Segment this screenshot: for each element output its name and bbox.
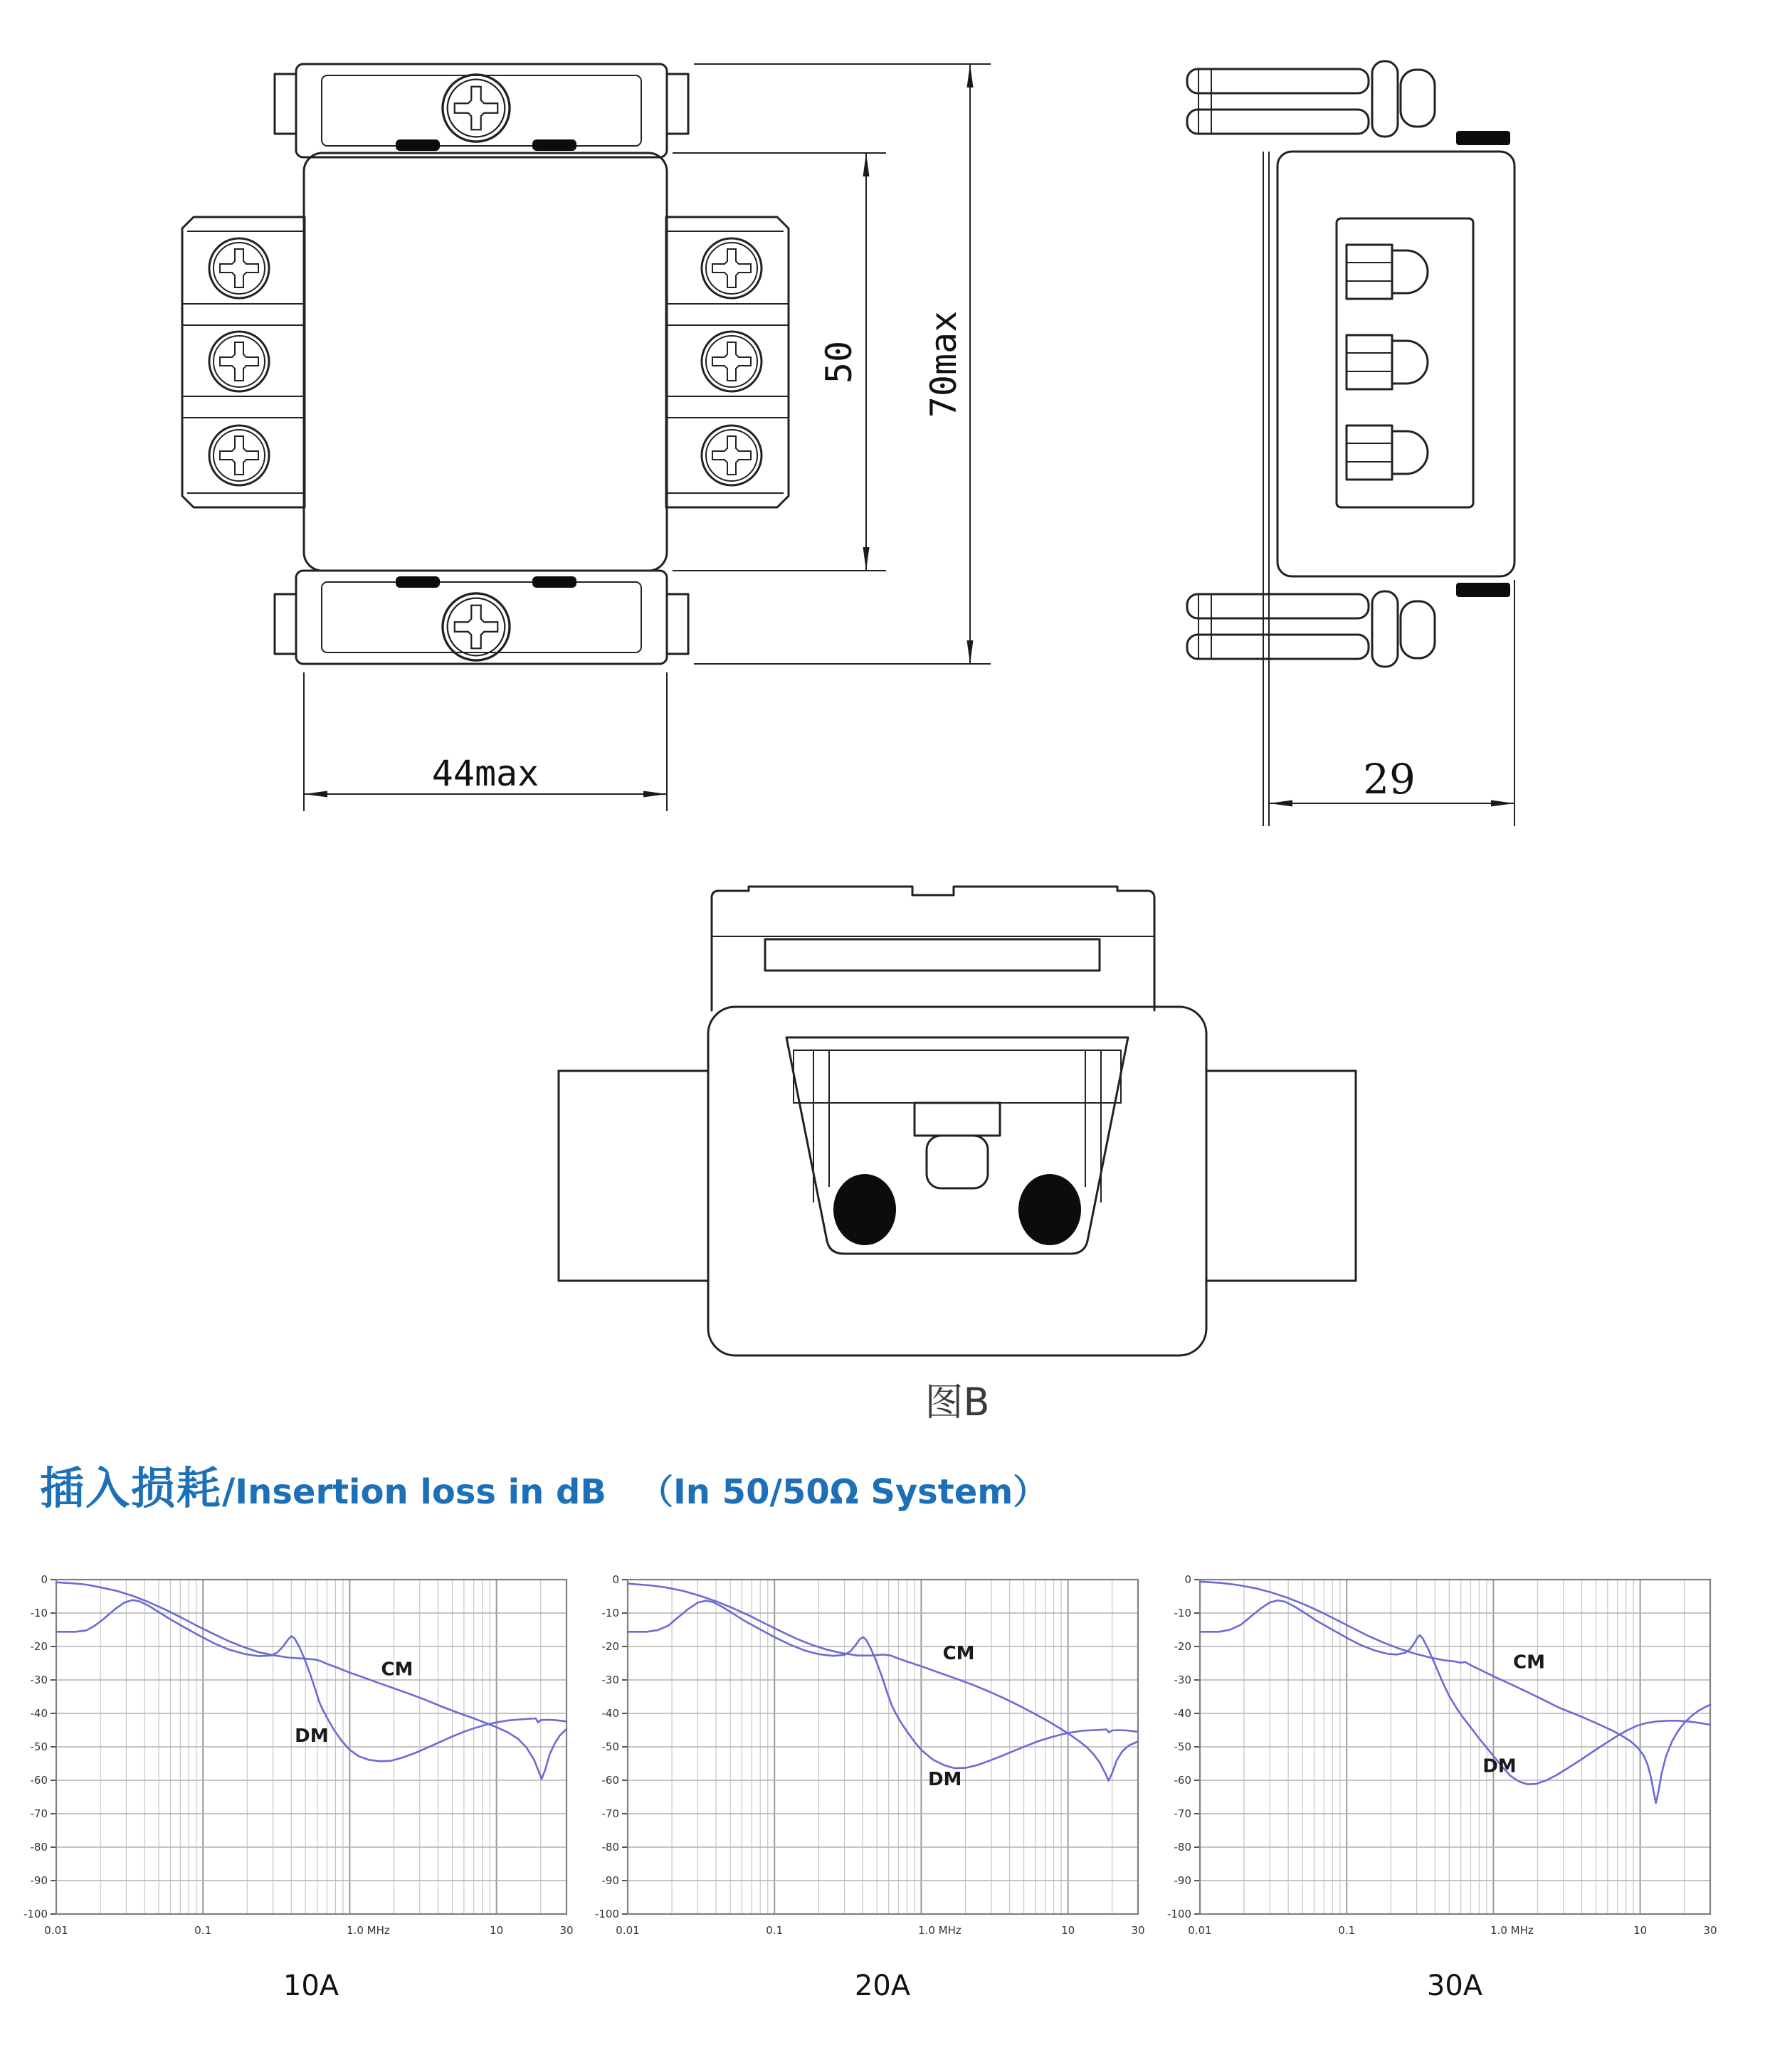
left-lead-block [559,1071,708,1281]
svg-text:0: 0 [1184,1573,1191,1586]
side-terminal-block [1337,218,1473,507]
filter-body-side [1277,152,1514,576]
chart-caption-20a: 20A [854,1970,911,2002]
svg-text:0.1: 0.1 [1338,1924,1356,1937]
svg-text:-40: -40 [601,1707,619,1720]
svg-text:-70: -70 [601,1807,619,1820]
side-view-dimensions [1269,580,1514,826]
series-label-cm: CM [381,1659,413,1681]
insertion-loss-chart-20a [584,1554,1157,1944]
svg-text:-80: -80 [1174,1841,1191,1854]
svg-text:-90: -90 [30,1874,48,1887]
svg-text:-50: -50 [601,1740,619,1753]
svg-text:30: 30 [1131,1924,1145,1937]
svg-text:30: 30 [1703,1924,1717,1937]
rubber-pad [532,576,576,588]
series-label-cm: CM [942,1642,975,1664]
chart-caption-10a: 10A [283,1970,339,2002]
svg-text:-10: -10 [601,1607,619,1619]
svg-text:-70: -70 [1174,1807,1191,1820]
svg-text:0.1: 0.1 [194,1924,212,1937]
rubber-pad [396,139,440,151]
svg-text:-80: -80 [30,1841,48,1854]
svg-text:-60: -60 [601,1774,619,1787]
svg-text:-30: -30 [30,1674,48,1686]
filter-body-bottom [708,1007,1206,1355]
svg-text:-50: -50 [1174,1740,1191,1753]
svg-text:-60: -60 [30,1774,48,1787]
svg-text:10: 10 [490,1924,504,1937]
svg-text:10: 10 [1633,1924,1648,1937]
section-title-zh: 插入损耗 [40,1462,223,1514]
svg-text:1.0 MHz: 1.0 MHz [918,1924,961,1937]
svg-text:30: 30 [559,1924,574,1937]
section-title [40,1453,1047,1516]
right-lead-block [1206,1071,1356,1281]
section-title-note: （In 50/50Ω System） [638,1472,1048,1512]
chart-caption-30a: 30A [1426,1970,1483,2002]
series-label-cm: CM [1513,1651,1546,1674]
left-terminal-block [182,217,305,507]
svg-text:1.0 MHz: 1.0 MHz [347,1924,390,1937]
svg-text:-90: -90 [601,1874,619,1887]
svg-text:10: 10 [1061,1924,1075,1937]
svg-text:-10: -10 [1174,1607,1191,1619]
rubber-pad [532,139,576,151]
svg-text:0.01: 0.01 [616,1924,640,1937]
svg-text:-80: -80 [601,1841,619,1854]
svg-text:-100: -100 [594,1908,619,1920]
svg-text:-40: -40 [1174,1707,1191,1720]
svg-text:-20: -20 [1174,1640,1191,1653]
section-title-en: Insertion loss in dB [235,1472,606,1512]
front-view-dimensions [304,64,991,811]
wire-hole [833,1174,896,1245]
svg-text:-10: -10 [30,1607,48,1619]
rubber-pad [1456,583,1510,597]
insertion-loss-chart-10a [12,1554,585,1944]
rubber-pad [1456,131,1510,145]
side-top-bracket [1187,61,1510,145]
dim-label-44max: 44max [431,753,539,794]
front-view [182,64,991,811]
svg-text:0.1: 0.1 [766,1924,784,1937]
svg-text:-40: -40 [30,1707,48,1720]
dim-label-29: 29 [1363,755,1416,803]
bottom-mounting-bracket [275,571,688,664]
rubber-pad [396,576,440,588]
dim-label-70max: 70max [923,310,964,418]
svg-text:-100: -100 [23,1908,48,1920]
dim-label-50: 50 [818,340,860,384]
side-bottom-bracket [1187,583,1510,667]
svg-text:0.01: 0.01 [44,1924,68,1937]
series-label-dm: DM [295,1725,329,1747]
svg-text:-20: -20 [30,1640,48,1653]
top-mounting-bracket [275,64,688,157]
series-label-dm: DM [927,1769,962,1791]
right-terminal-block [666,217,789,507]
wire-hole [1018,1174,1081,1245]
filter-body-front [304,153,667,571]
svg-text:0.01: 0.01 [1188,1924,1212,1937]
svg-text:-100: -100 [1166,1908,1191,1920]
svg-text:-30: -30 [1174,1674,1191,1686]
series-label-dm: DM [1482,1755,1517,1777]
din-rail-clip [712,887,1154,1010]
figure-b-caption: 图B [924,1380,990,1424]
svg-text:-50: -50 [30,1740,48,1753]
svg-text:-90: -90 [1174,1874,1191,1887]
side-view [1187,61,1514,826]
svg-text:-20: -20 [601,1640,619,1653]
insertion-loss-chart-30a [1156,1554,1729,1944]
svg-text:-60: -60 [1174,1774,1191,1787]
svg-text:0: 0 [41,1573,48,1586]
svg-text:-70: -70 [30,1807,48,1820]
bottom-view-b [559,887,1356,1355]
section-title-divider: / [222,1471,236,1512]
svg-text:0: 0 [612,1573,619,1586]
svg-text:-30: -30 [601,1674,619,1686]
svg-text:1.0 MHz: 1.0 MHz [1490,1924,1534,1937]
